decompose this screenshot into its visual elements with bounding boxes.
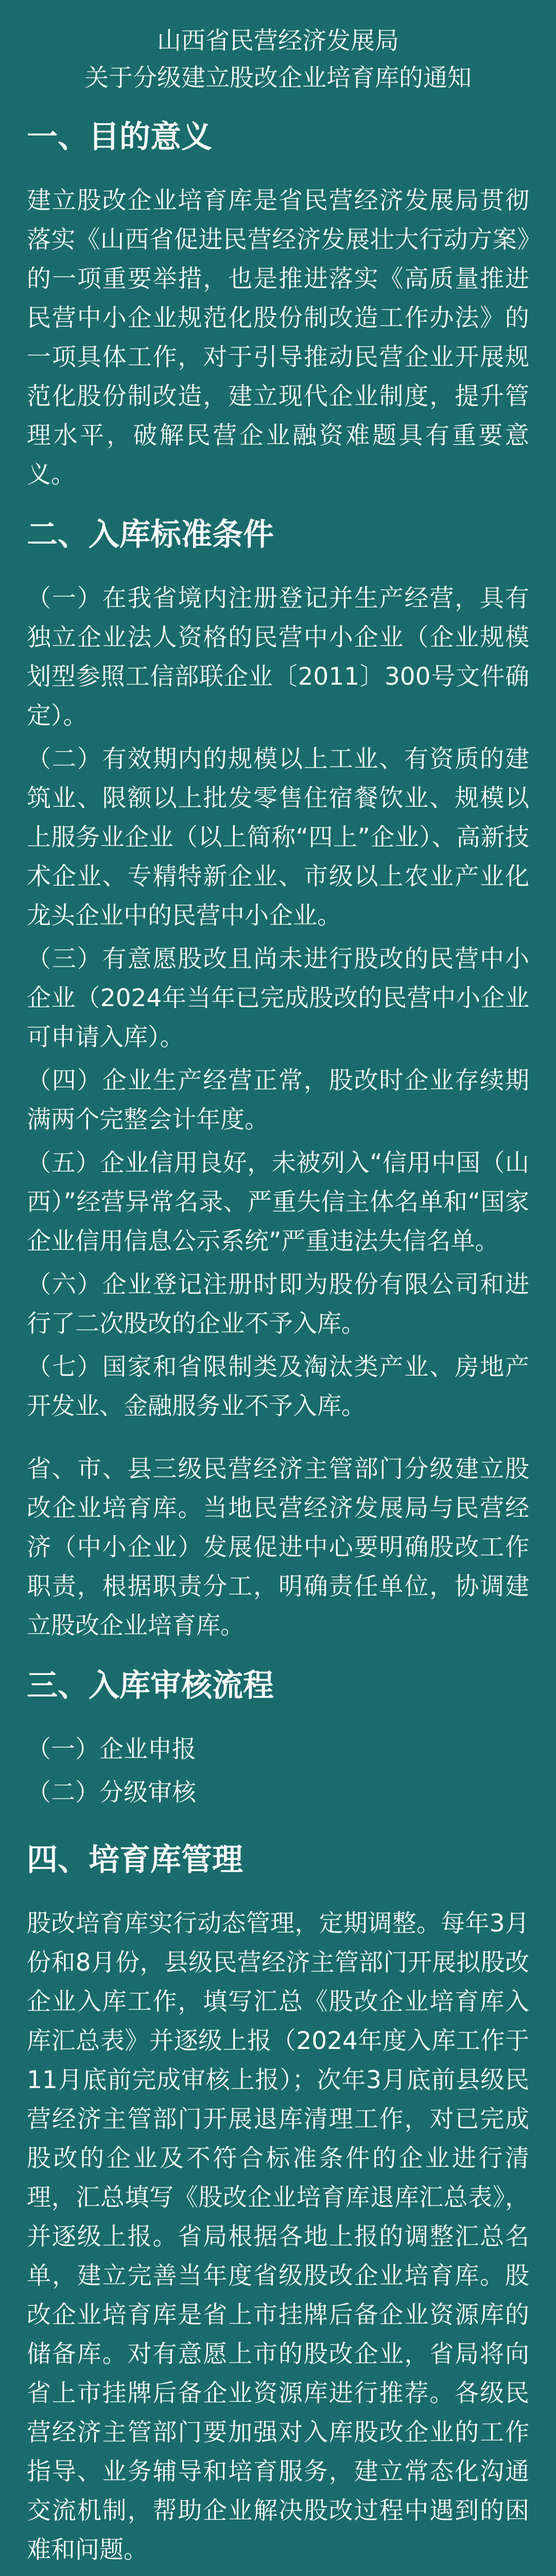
list-item: （三）有意愿股改且尚未进行股改的民营中小企业（2024年当年已完成股改的民营中小企业可申请入库）。: [27, 945, 529, 1052]
list-item: （六）企业登记注册时即为股份有限公司和进行了二次股改的企业不予入库。: [27, 1270, 529, 1338]
list-item: （一）企业申报: [27, 1735, 196, 1764]
criteria-list: [27, 579, 529, 1426]
list-item: （二）有效期内的规模以上工业、有资质的建筑业、限额以上批发零售住宿餐饮业、规模以上服务业企业（以上简称“四上”企业）、高新技术企业、专精特新企业、市级以上农业产业化龙头企业中的民营中小企业。: [27, 745, 529, 930]
section-purpose: [27, 113, 529, 495]
paragraph: 省、市、县三级民营经济主管部门分级建立股改企业培育库。当地民营经济发展局与民营经济（中小企业）发展促进中心要明确股改工作职责，根据职责分工，明确责任单位，协调建立股改企业培育库。: [27, 1455, 529, 1640]
section-review-process: [27, 1662, 529, 1812]
section-heading: 二、入库标准条件: [27, 517, 274, 553]
title-line-2: 关于分级建立股改企业培育库的通知: [84, 64, 472, 92]
list-item: （五）企业信用良好，未被列入“信用中国（山西）”经营异常名录、严重失信主体名单和“国家企业信用信息公示系统”严重违法失信名单。: [27, 1149, 529, 1256]
paragraph: 股改培育库实行动态管理，定期调整。每年3月份和8月份，县级民营经济主管部门开展拟股改企业入库工作，填写汇总《股改企业培育库入库汇总表》并逐级上报（2024年度入库工作于11月底前完成审核上报）；次年3月底前县级民营经济主管部门开展退库清理工作，对已完成股改的企业及不符合标准条件的企业进行清理，汇总填写《股改企业培育库退库汇总表》，并逐级上报。省局根据各地上报的调整汇总名单，建立完善当年度省级股改企业培育库。股改企业培育库是省上市挂牌后备企业资源库的储备库。对有意愿上市的股改企业，省局将向省上市挂牌后备企业资源库进行推荐。各级民营经济主管部门要加强对入库股改企业的工作指导、业务辅导和培育服务，建立常态化沟通交流机制，帮助企业解决股改过程中遇到的困难和问题。: [27, 1909, 529, 2564]
document-title: [27, 23, 529, 97]
section-heading: 四、培育库管理: [27, 1842, 243, 1878]
section-criteria: [27, 511, 529, 1646]
list-item: （七）国家和省限制类及淘汰类产业、房地产开发业、金融服务业不予入库。: [27, 1353, 529, 1420]
section-management: [27, 1836, 529, 2576]
section-heading: 一、目的意义: [27, 119, 212, 155]
title-line-1: 山西省民营经济发展局: [157, 27, 399, 55]
process-list: [27, 1730, 529, 1812]
list-item: （四）企业生产经营正常，股改时企业存续期满两个完整会计年度。: [27, 1066, 529, 1134]
list-item: （一）在我省境内注册登记并生产经营，具有独立企业法人资格的民营中小企业（企业规模划型参照工信部联企业〔2011〕300号文件确定）。: [27, 584, 529, 730]
section-heading: 三、入库审核流程: [27, 1668, 274, 1704]
paragraph: 建立股改企业培育库是省民营经济发展局贯彻落实《山西省促进民营经济发展壮大行动方案》的一项重要举措，也是推进落实《高质量推进民营中小企业规范化股份制改造工作办法》的一项具体工作，对于引导推动民营企业开展规范化股份制改造，建立现代企业制度，提升管理水平，破解民营企业融资难题具有重要意义。: [27, 187, 529, 489]
list-item: （二）分级审核: [27, 1778, 196, 1807]
